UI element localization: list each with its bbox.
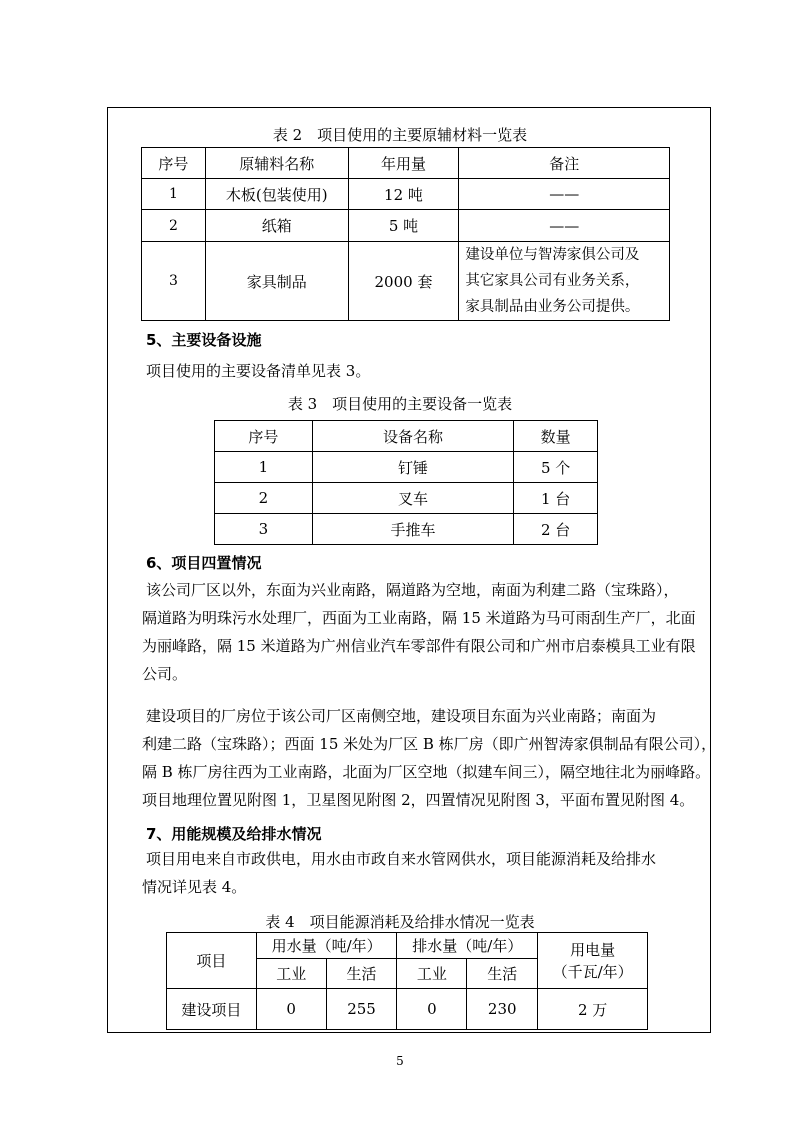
table2-cell-name: 木板(包装使用) <box>205 179 348 210</box>
table2-cell-amount: 12 吨 <box>348 179 459 210</box>
table4-header-drain-domestic: 生活 <box>467 959 538 989</box>
table3-cell-name: 叉车 <box>312 483 513 514</box>
table3-caption: 表 3 项目使用的主要设备一览表 <box>287 395 513 413</box>
text-line: 情况详见表 4。 <box>142 878 247 896</box>
table2 <box>141 147 670 321</box>
section6-paragraph1 <box>142 576 696 688</box>
table-row <box>142 179 670 210</box>
table4-cell-drain-domestic: 230 <box>467 989 538 1030</box>
table3-cell-no: 1 <box>215 452 313 483</box>
note-line: 家具制品由业务公司提供。 <box>465 299 640 315</box>
table2-cell-name: 家具制品 <box>205 242 348 321</box>
table4-header-drain-industry: 工业 <box>397 959 467 989</box>
table3-cell-name: 手推车 <box>312 514 513 545</box>
section5-text: 项目使用的主要设备清单见表 3。 <box>146 362 371 380</box>
table2-cell-no: 3 <box>142 242 206 321</box>
table4-header-use-domestic: 生活 <box>326 959 397 989</box>
table3-cell-name: 钉锤 <box>312 452 513 483</box>
table2-header-no: 序号 <box>142 148 206 179</box>
table2-cell-amount: 5 吨 <box>348 210 459 242</box>
section7-heading: 7、用能规模及给排水情况 <box>146 825 322 843</box>
table4-cell-drain-industry: 0 <box>397 989 467 1030</box>
table2-header-note: 备注 <box>459 148 670 179</box>
table2-cell-name: 纸箱 <box>205 210 348 242</box>
table2-cell-no: 2 <box>142 210 206 242</box>
table4 <box>166 932 648 1030</box>
table2-cell-amount: 2000 套 <box>348 242 459 321</box>
table4-caption: 表 4 项目能源消耗及给排水情况一览表 <box>265 913 535 931</box>
electric-label: 用电量 <box>570 940 616 959</box>
text-line: 隔道路为明珠污水处理厂，西面为工业南路，隔 15 米道路为马可雨刮生产厂，北面 <box>142 609 696 627</box>
table-row <box>215 452 598 483</box>
section6-heading: 6、项目四置情况 <box>146 554 262 572</box>
text-line: 该公司厂区以外，东面为兴业南路，隔道路为空地，南面为利建二路（宝珠路）， <box>146 581 679 599</box>
table2-header-row <box>142 148 670 179</box>
table-row <box>142 210 670 242</box>
text-line: 公司。 <box>142 665 188 683</box>
note-line: 建设单位与智涛家俱公司及 <box>465 247 640 263</box>
table4-cell-label: 建设项目 <box>167 989 257 1030</box>
table3-header-qty: 数量 <box>514 421 598 452</box>
table3-header-row <box>215 421 598 452</box>
text-line: 为丽峰路，隔 15 米道路为广州信业汽车零部件有限公司和广州市启泰模具工业有限 <box>142 637 696 655</box>
section7-paragraph <box>142 845 676 901</box>
text-line: 项目用电来自市政供电，用水由市政自来水管网供水，项目能源消耗及给排水 <box>146 850 657 868</box>
table2-caption: 表 2 项目使用的主要原辅材料一览表 <box>272 126 528 144</box>
table3-header-name: 设备名称 <box>312 421 513 452</box>
table4-header-water-drain: 排水量（吨/年） <box>397 933 538 959</box>
table2-header-amount: 年用量 <box>348 148 459 179</box>
section5-heading: 5、主要设备设施 <box>146 331 262 349</box>
table2-cell-note: —— <box>459 210 670 242</box>
table2-cell-note <box>459 242 670 321</box>
table-row <box>215 483 598 514</box>
table4-header-electric <box>538 933 648 989</box>
table4-header-item: 项目 <box>167 933 257 989</box>
section6-paragraph2 <box>142 702 717 814</box>
text-line: 建设项目的厂房位于该公司厂区南侧空地，建设项目东面为兴业南路；南面为 <box>146 707 657 725</box>
table4-header-row1 <box>167 933 648 959</box>
table2-header-name: 原辅料名称 <box>205 148 348 179</box>
electric-unit: （千瓦/年） <box>552 962 633 981</box>
table3-header-no: 序号 <box>215 421 313 452</box>
table-row <box>142 242 670 321</box>
page-number: 5 <box>396 1054 404 1068</box>
table3-cell-qty: 5 个 <box>514 452 598 483</box>
table3-cell-qty: 2 台 <box>514 514 598 545</box>
table3-cell-qty: 1 台 <box>514 483 598 514</box>
table4-cell-use-domestic: 255 <box>326 989 397 1030</box>
table4-header-water-use: 用水量（吨/年） <box>256 933 397 959</box>
table-row <box>167 989 648 1030</box>
text-line: 隔 B 栋厂房往西为工业南路，北面为厂区空地（拟建车间三），隔空地往北为丽峰路。 <box>142 763 711 781</box>
table3 <box>214 420 598 545</box>
text-line: 利建二路（宝珠路）；西面 15 米处为厂区 B 栋厂房（即广州智涛家俱制品有限公司）， <box>142 735 717 753</box>
table4-header-use-industry: 工业 <box>256 959 326 989</box>
table2-cell-note: —— <box>459 179 670 210</box>
table4-cell-electric: 2 万 <box>538 989 648 1030</box>
table2-cell-no: 1 <box>142 179 206 210</box>
table4-cell-use-industry: 0 <box>256 989 326 1030</box>
text-line: 项目地理位置见附图 1，卫星图见附图 2，四置情况见附图 3，平面布置见附图 4。 <box>142 791 695 809</box>
table3-cell-no: 2 <box>215 483 313 514</box>
table3-cell-no: 3 <box>215 514 313 545</box>
table-row <box>215 514 598 545</box>
note-line: 其它家具公司有业务关系， <box>465 273 640 289</box>
